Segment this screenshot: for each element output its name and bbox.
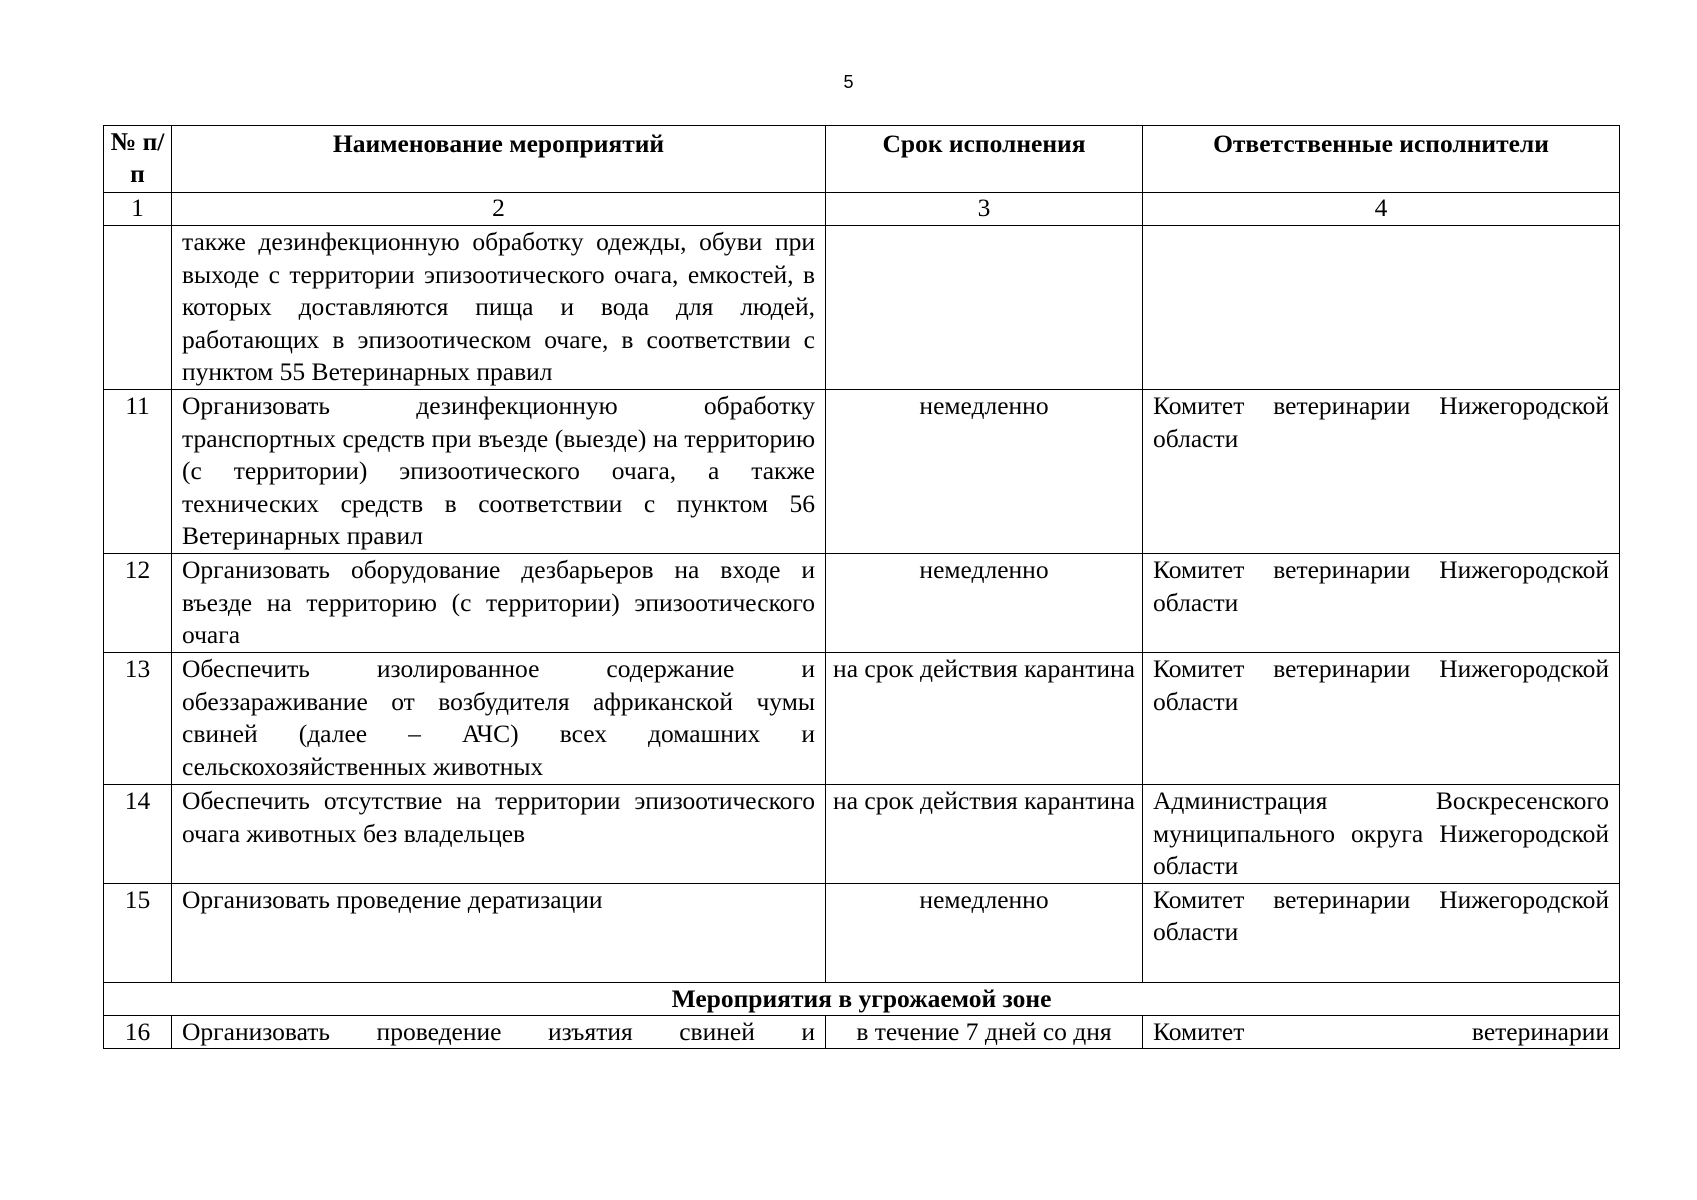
row-number: 14: [104, 785, 172, 884]
header-num: № п/п: [104, 126, 172, 193]
measure-text: Организовать дезинфекционную обработку транспортных средств при въезде (выезде) на территорию (с территории) эпизоотического очага, а также технических средств в соответствии с пунктом 56 Ветеринарных правил: [182, 391, 815, 550]
measures-table: [103, 125, 1620, 1049]
term-cell: [826, 226, 1143, 390]
measure-name: Организовать проведение изъятия свиней и: [172, 1015, 826, 1049]
table-row: [104, 653, 1620, 785]
responsible-cell: Комитет ветеринарии: [1143, 1015, 1620, 1049]
measure-text: Организовать проведение дератизации: [182, 884, 603, 914]
measure-text: Обеспечить изолированное содержание и обеззараживание от возбудителя африканской чумы свиней (далее – АЧС) всех домашних и сельскохозяйственных животных: [182, 654, 815, 781]
measure-name: [172, 554, 826, 653]
measure-name: [172, 883, 826, 982]
term-cell: на срок действия карантина: [826, 785, 1143, 884]
row-number: 11: [104, 390, 172, 554]
table-row: [104, 1015, 1620, 1049]
page-number: 5: [843, 72, 854, 92]
measure-name: [172, 390, 826, 554]
responsible-cell: Комитет ветеринарии Нижегородской области: [1143, 883, 1620, 982]
responsible-cell: Комитет ветеринарии Нижегородской области: [1143, 653, 1620, 785]
table-header-row: [104, 126, 1620, 193]
index-cell: 2: [172, 193, 826, 226]
term-cell: в течение 7 дней со дня: [826, 1015, 1143, 1049]
header-name: Наименование мероприятий: [172, 126, 826, 193]
table-row: [104, 554, 1620, 653]
column-index-row: [104, 193, 1620, 226]
measure-name: [172, 785, 826, 884]
row-number: 12: [104, 554, 172, 653]
responsible-cell: [1143, 226, 1620, 390]
row-number: [104, 226, 172, 390]
row-number: 13: [104, 653, 172, 785]
table-row: [104, 390, 1620, 554]
term-cell: на срок действия карантина: [826, 653, 1143, 785]
section-row: [104, 982, 1620, 1015]
term-cell: немедленно: [826, 883, 1143, 982]
header-term: Срок исполнения: [826, 126, 1143, 193]
index-cell: 1: [104, 193, 172, 226]
responsible-cell: Администрация Воскресенского муниципального округа Нижегородской области: [1143, 785, 1620, 884]
index-cell: 4: [1143, 193, 1620, 226]
section-title: Мероприятия в угрожаемой зоне: [104, 982, 1620, 1015]
measure-name: [172, 226, 826, 390]
table-row: [104, 883, 1620, 982]
measure-text: также дезинфекционную обработку одежды, обуви при выходе с территории эпизоотического очага, емкостей, в которых доставляются пища и вода для людей, работающих в эпизоотическом очаге, в соответствии с пунктом 55 Ветеринарных правил: [182, 227, 815, 386]
measure-text: Обеспечить отсутствие на территории эпизоотического очага животных без владельцев: [182, 786, 815, 848]
responsible-cell: Комитет ветеринарии Нижегородской области: [1143, 554, 1620, 653]
measure-name: [172, 653, 826, 785]
row-number: 15: [104, 883, 172, 982]
term-cell: немедленно: [826, 554, 1143, 653]
table-row: [104, 226, 1620, 390]
row-number: 16: [104, 1015, 172, 1049]
index-cell: 3: [826, 193, 1143, 226]
term-cell: немедленно: [826, 390, 1143, 554]
header-resp: Ответственные исполнители: [1143, 126, 1620, 193]
table-row: [104, 785, 1620, 884]
responsible-cell: Комитет ветеринарии Нижегородской области: [1143, 390, 1620, 554]
measure-text: Организовать оборудование дезбарьеров на входе и въезде на территорию (с территории) эпизоотического очага: [182, 555, 815, 649]
